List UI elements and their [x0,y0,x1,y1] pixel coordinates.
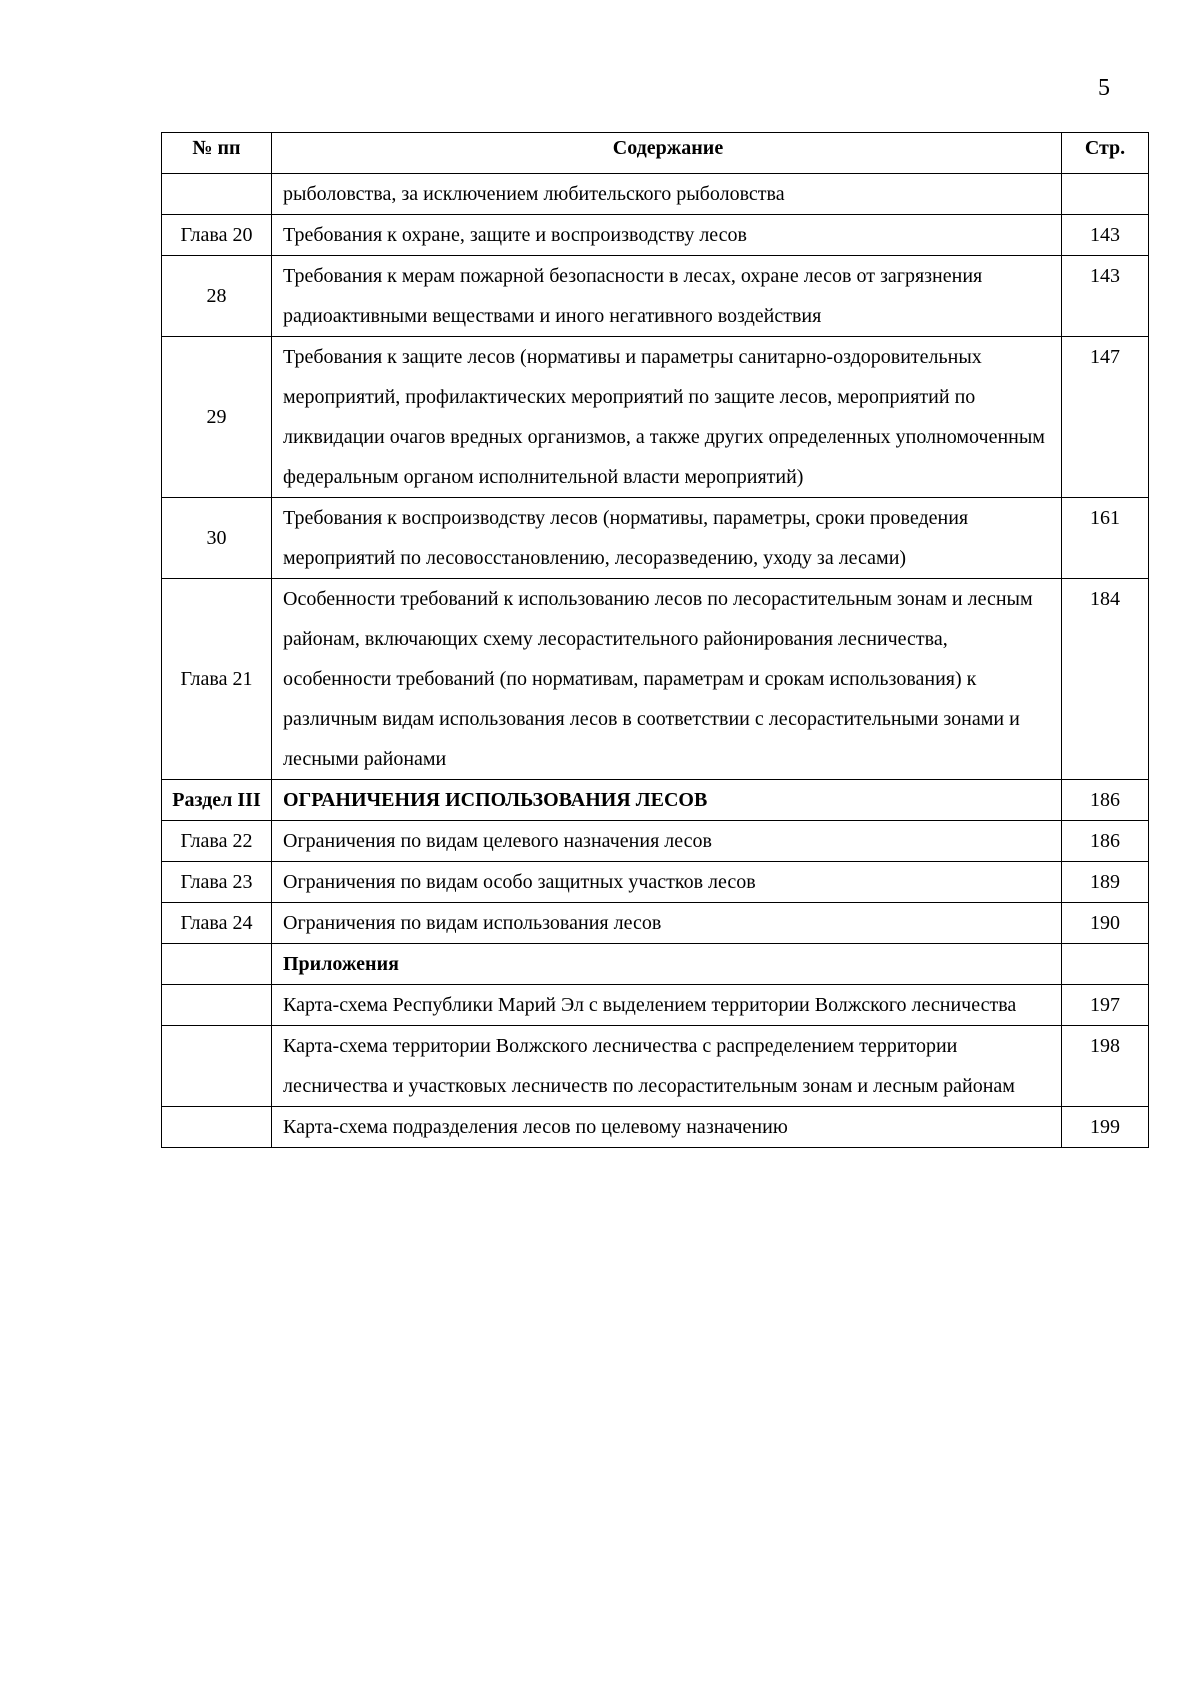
section-title: ОГРАНИЧЕНИЯ ИСПОЛЬЗОВАНИЯ ЛЕСОВ [272,780,1062,821]
row-page: 186 [1062,821,1149,862]
row-num: Глава 23 [162,862,272,903]
row-content: Особенности требований к использованию лесов по лесорастительным зонам и лесным районам, включающих схему лесорастительного районирования лесничества, особенности требований (по нормативам, параметрам и срокам использования) к различным видам использования лесов в соответствии с лесорастительными зонами и лесными районами [272,579,1062,780]
row-page: 198 [1062,1026,1149,1107]
table-row [162,1107,1149,1148]
row-content: Требования к защите лесов (нормативы и параметры санитарно-оздоровительных мероприятий, профилактических мероприятий по защите лесов, мероприятий по ликвидации очагов вредных организмов, а также других определенных уполномоченным федеральным органом исполнительной власти мероприятий) [272,337,1062,498]
row-page: 197 [1062,985,1149,1026]
row-num [162,174,272,215]
row-content: Ограничения по видам использования лесов [272,903,1062,944]
table-of-contents [161,132,1149,1148]
row-content: Карта-схема подразделения лесов по целевому назначению [272,1107,1062,1148]
row-content: Карта-схема Республики Марий Эл с выделением территории Волжского лесничества [272,985,1062,1026]
page-number: 5 [1098,75,1110,101]
appendix-heading: Приложения [272,944,1062,985]
row-content: Карта-схема территории Волжского лесничества с распределением территории лесничества и участковых лесничеств по лесорастительным зонам и лесным районам [272,1026,1062,1107]
header-page: Стр. [1062,133,1149,174]
row-content: Требования к охране, защите и воспроизводству лесов [272,215,1062,256]
table-row [162,944,1149,985]
row-num [162,944,272,985]
row-page: 199 [1062,1107,1149,1148]
table-row [162,215,1149,256]
table-row [162,579,1149,780]
row-num: Раздел III [162,780,272,821]
row-num [162,1107,272,1148]
row-page: 190 [1062,903,1149,944]
header-num: № пп [162,133,272,174]
table-row-section [162,780,1149,821]
row-num: 29 [162,337,272,498]
row-page: 143 [1062,215,1149,256]
table-row [162,256,1149,337]
row-content: Ограничения по видам целевого назначения лесов [272,821,1062,862]
row-content: Ограничения по видам особо защитных участков лесов [272,862,1062,903]
row-page [1062,944,1149,985]
row-page: 161 [1062,498,1149,579]
row-page: 143 [1062,256,1149,337]
row-num: Глава 24 [162,903,272,944]
row-num: Глава 21 [162,579,272,780]
row-num: Глава 20 [162,215,272,256]
table-row [162,337,1149,498]
row-page: 186 [1062,780,1149,821]
row-num [162,1026,272,1107]
row-page [1062,174,1149,215]
row-content: Требования к воспроизводству лесов (нормативы, параметры, сроки проведения мероприятий по лесовосстановлению, лесоразведению, уходу за лесами) [272,498,1062,579]
header-content: Содержание [272,133,1062,174]
row-num: 28 [162,256,272,337]
row-page: 184 [1062,579,1149,780]
table-row [162,174,1149,215]
table-row [162,498,1149,579]
table-header-row [162,133,1149,174]
row-num: Глава 22 [162,821,272,862]
table-row [162,985,1149,1026]
table-row [162,903,1149,944]
row-content: рыболовства, за исключением любительского рыболовства [272,174,1062,215]
row-content: Требования к мерам пожарной безопасности в лесах, охране лесов от загрязнения радиоактивными веществами и иного негативного воздействия [272,256,1062,337]
table-row [162,862,1149,903]
row-page: 147 [1062,337,1149,498]
table-row [162,821,1149,862]
row-page: 189 [1062,862,1149,903]
table-row [162,1026,1149,1107]
row-num: 30 [162,498,272,579]
row-num [162,985,272,1026]
